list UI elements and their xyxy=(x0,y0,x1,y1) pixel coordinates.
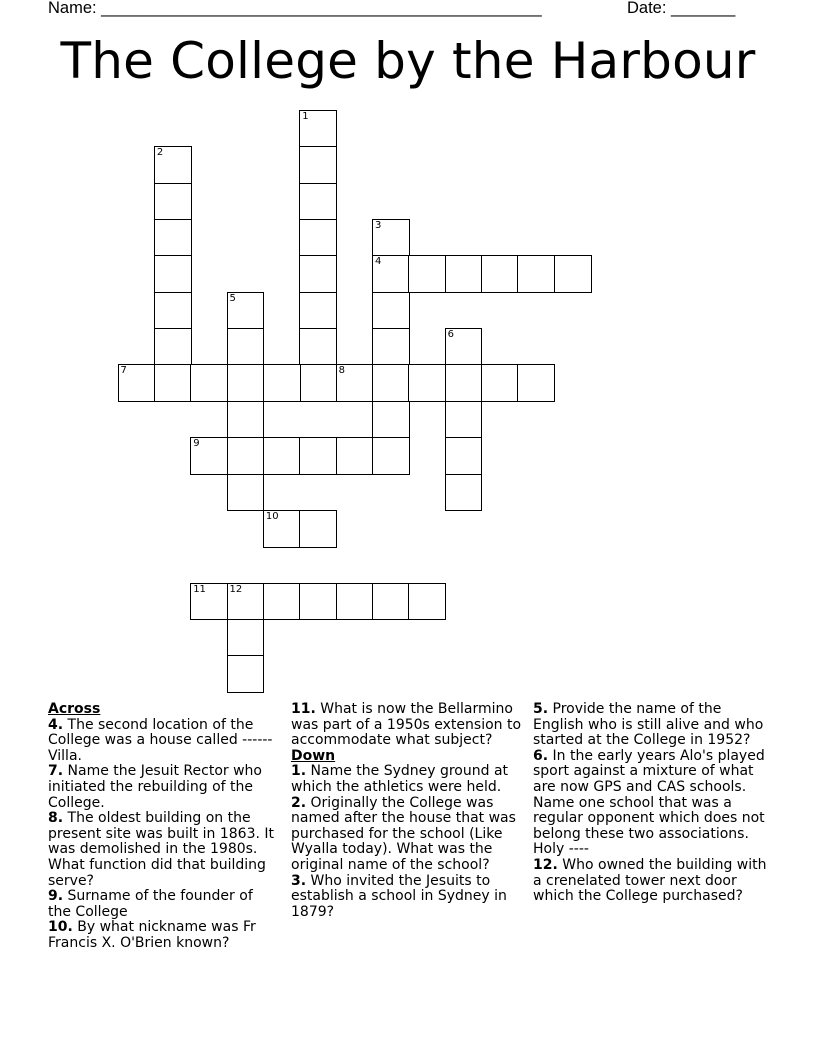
grid-cell[interactable] xyxy=(227,583,265,621)
grid-cell[interactable] xyxy=(372,401,410,439)
grid-cell[interactable] xyxy=(372,292,410,330)
grid-cell[interactable] xyxy=(299,292,337,330)
grid-cell[interactable] xyxy=(445,437,483,475)
clue-down-12: 12. Who owned the building with a crenelated tower next door which the College purchased? xyxy=(533,856,767,905)
name-field-label: Name: ________________________________________________ xyxy=(48,0,542,17)
date-field-label: Date: _______ xyxy=(627,0,736,17)
clue-across-9: 9. Surname of the founder of the College xyxy=(48,888,253,920)
clue-number: 11 xyxy=(193,583,206,595)
grid-cell[interactable] xyxy=(372,437,410,475)
grid-cell[interactable] xyxy=(154,183,192,221)
grid-cell[interactable] xyxy=(227,655,265,693)
clues-column-2 xyxy=(291,702,523,920)
grid-cell[interactable] xyxy=(263,437,301,475)
clue-number: 6 xyxy=(447,329,455,341)
clue-down-5: 5. Provide the name of the English who is still alive and who started at the College in 1952? xyxy=(533,701,764,749)
grid-cell[interactable] xyxy=(445,401,483,439)
clue-down-3: 3. Who invited the Jesuits to establish a school in Sydney in 1879? xyxy=(291,872,507,920)
down-heading: Down xyxy=(291,747,336,764)
clue-number: 10 xyxy=(265,510,279,522)
clues-column-1 xyxy=(48,702,280,952)
grid-cell[interactable] xyxy=(227,292,265,330)
grid-cell[interactable] xyxy=(190,583,228,621)
clue-down-1: 1. Name the Sydney ground at which the athletics were held. xyxy=(291,763,509,795)
grid-cell[interactable] xyxy=(154,219,192,257)
grid-cell[interactable] xyxy=(227,437,265,475)
grid-cell[interactable] xyxy=(408,255,446,293)
grid-cell[interactable] xyxy=(299,437,337,475)
grid-cell[interactable] xyxy=(372,219,410,257)
grid-cell[interactable] xyxy=(299,219,337,257)
grid-cell[interactable] xyxy=(445,328,483,366)
grid-cell[interactable] xyxy=(227,364,265,402)
grid-cell[interactable] xyxy=(154,255,192,293)
grid-cell[interactable] xyxy=(336,583,374,621)
clue-across-8: 8. The oldest building on the present site was built in 1863. It was demolished in the 1980s. What function did that building serve? xyxy=(48,810,275,889)
grid-cell[interactable] xyxy=(154,328,192,366)
grid-cell[interactable] xyxy=(299,255,337,293)
grid-cell[interactable] xyxy=(336,437,374,475)
grid-cell[interactable] xyxy=(299,364,337,402)
grid-cell[interactable] xyxy=(445,364,483,402)
grid-cell[interactable] xyxy=(263,364,301,402)
clue-number: 8 xyxy=(338,365,345,377)
grid-cell[interactable] xyxy=(408,364,446,402)
clue-number: 5 xyxy=(229,292,236,304)
grid-cell[interactable] xyxy=(263,510,301,548)
grid-cell[interactable] xyxy=(408,583,446,621)
grid-cell[interactable] xyxy=(263,583,301,621)
grid-cell[interactable] xyxy=(299,510,337,548)
clue-number: 12 xyxy=(229,583,243,595)
grid-cell[interactable] xyxy=(299,583,337,621)
clue-number: 2 xyxy=(156,147,164,159)
grid-cell[interactable] xyxy=(445,255,483,293)
grid-cell[interactable] xyxy=(517,255,555,293)
grid-cell[interactable] xyxy=(481,255,519,293)
clue-down-6: 6. In the early years Alo's played sport against a mixture of what are now GPS and CAS schools. Name one school that was a regular opponent which does not belong these two associations. Holy ---- xyxy=(533,747,765,858)
grid-cell[interactable] xyxy=(299,146,337,184)
grid-cell[interactable] xyxy=(336,364,374,402)
page-title: The College by the Harbour xyxy=(60,32,756,90)
grid-cell[interactable] xyxy=(118,364,156,402)
clue-number: 3 xyxy=(374,220,382,232)
grid-cell[interactable] xyxy=(554,255,592,293)
clue-number: 9 xyxy=(193,438,200,450)
grid-cell[interactable] xyxy=(372,364,410,402)
grid-cell[interactable] xyxy=(299,328,337,366)
clues-column-3 xyxy=(533,702,771,905)
grid-cell[interactable] xyxy=(445,474,483,512)
clue-number: 1 xyxy=(302,111,309,122)
grid-cell[interactable] xyxy=(481,364,519,402)
grid-cell[interactable] xyxy=(154,364,192,402)
grid-cell[interactable] xyxy=(372,583,410,621)
grid-cell[interactable] xyxy=(227,474,265,512)
clue-across-7: 7. Name the Jesuit Rector who initiated the rebuilding of the College. xyxy=(48,763,262,811)
grid-cell[interactable] xyxy=(154,292,192,330)
grid-cell[interactable] xyxy=(227,619,265,657)
across-heading: Across xyxy=(48,701,101,717)
clue-across-4: 4. The second location of the College was a house called ------ Villa. xyxy=(48,716,273,764)
grid-cell[interactable] xyxy=(154,146,192,184)
grid-cell[interactable] xyxy=(190,364,228,402)
grid-cell[interactable] xyxy=(517,364,555,402)
grid-cell[interactable] xyxy=(190,437,228,475)
clue-number: 7 xyxy=(120,365,127,377)
grid-cell[interactable] xyxy=(299,110,337,148)
clue-across-11: 11. What is now the Bellarmino was part of a 1950s extension to accommodate what subject? xyxy=(291,701,522,749)
grid-cell[interactable] xyxy=(227,401,265,439)
grid-cell[interactable] xyxy=(372,255,410,293)
clue-across-10: 10. By what nickname was Fr Francis X. O'Brien known? xyxy=(48,919,256,951)
grid-cell[interactable] xyxy=(299,183,337,221)
clue-down-2: 2. Originally the College was named after the house that was purchased for the school (Like Wyalla today). What was the original name of the school? xyxy=(291,794,516,873)
clue-number: 4 xyxy=(374,256,382,268)
grid-cell[interactable] xyxy=(227,328,265,366)
grid-cell[interactable] xyxy=(372,328,410,366)
